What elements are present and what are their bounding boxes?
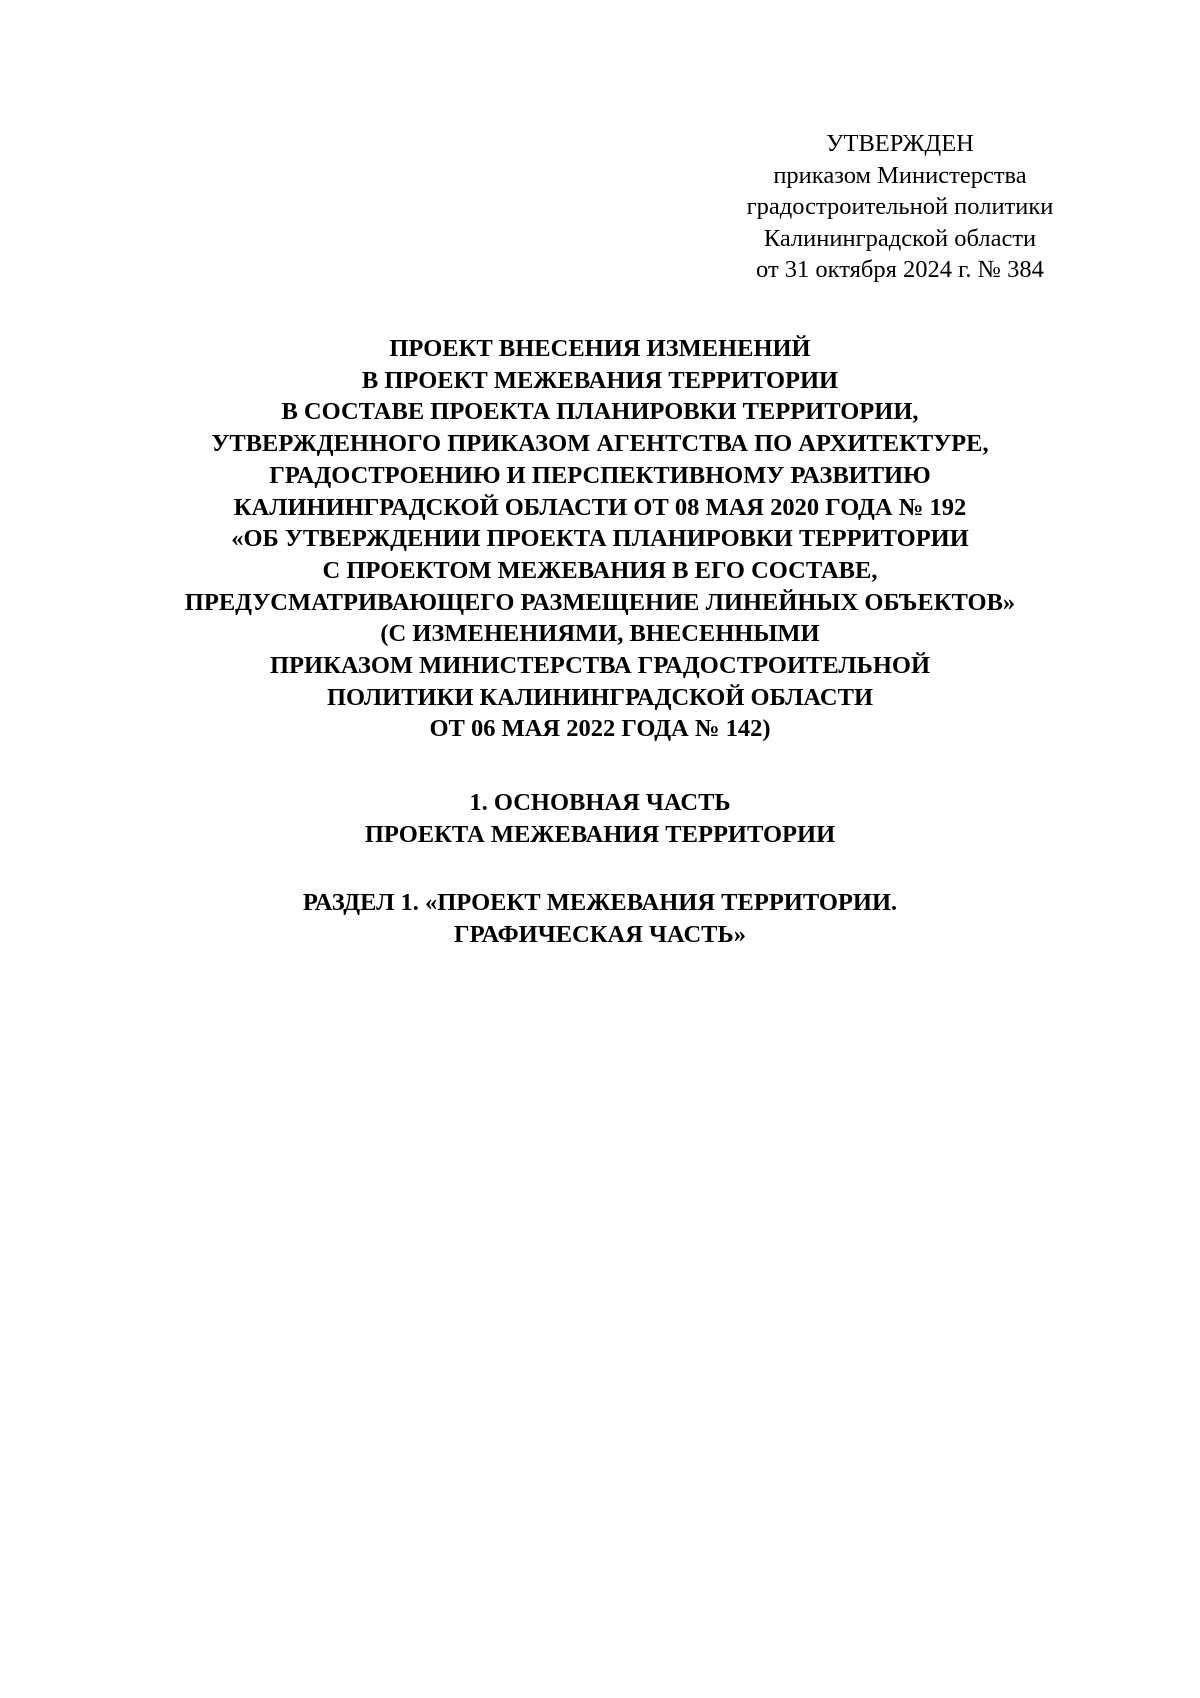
title-line: В ПРОЕКТ МЕЖЕВАНИЯ ТЕРРИТОРИИ	[361, 366, 839, 394]
approval-line: градостроительной политики	[746, 193, 1054, 220]
title-line: (С ИЗМЕНЕНИЯМИ, ВНЕСЕННЫМИ	[380, 620, 820, 648]
title-line: ПРИКАЗОМ МИНИСТЕРСТВА ГРАДОСТРОИТЕЛЬНОЙ	[269, 652, 931, 680]
approval-line: УТВЕРЖДЕН	[826, 130, 974, 157]
section-line: 1. ОСНОВНАЯ ЧАСТЬ	[469, 789, 731, 816]
approval-stamp	[720, 128, 1080, 286]
title-line: ПОЛИТИКИ КАЛИНИНГРАДСКОЙ ОБЛАСТИ	[326, 683, 873, 711]
approval-line: Калининградской области	[763, 224, 1037, 252]
section-heading	[100, 787, 1100, 850]
chapter-heading	[100, 887, 1100, 950]
approval-line: от 31 октября 2024 г. № 384	[756, 256, 1044, 283]
chapter-line: РАЗДЕЛ 1. «ПРОЕКТ МЕЖЕВАНИЯ ТЕРРИТОРИИ.	[302, 889, 898, 916]
document-title	[100, 333, 1100, 745]
title-line: ПРЕДУСМАТРИВАЮЩЕГО РАЗМЕЩЕНИЕ ЛИНЕЙНЫХ ОБЪЕКТОВ»	[184, 588, 1016, 616]
approval-line: приказом Министерства	[773, 161, 1027, 189]
title-line: ГРАДОСТРОЕНИЮ И ПЕРСПЕКТИВНОМУ РАЗВИТИЮ	[269, 461, 931, 489]
title-line: ОТ 06 МАЯ 2022 ГОДА № 142)	[429, 715, 771, 743]
section-line: ПРОЕКТА МЕЖЕВАНИЯ ТЕРРИТОРИИ	[364, 820, 836, 848]
title-line: С ПРОЕКТОМ МЕЖЕВАНИЯ В ЕГО СОСТАВЕ,	[322, 556, 878, 584]
title-line: КАЛИНИНГРАДСКОЙ ОБЛАСТИ ОТ 08 МАЯ 2020 ГОДА № 192	[233, 493, 967, 521]
chapter-line: ГРАФИЧЕСКАЯ ЧАСТЬ»	[454, 920, 746, 948]
title-line: «ОБ УТВЕРЖДЕНИИ ПРОЕКТА ПЛАНИРОВКИ ТЕРРИТОРИИ	[231, 525, 969, 553]
title-line: ПРОЕКТ ВНЕСЕНИЯ ИЗМЕНЕНИЙ	[389, 335, 811, 362]
title-line: УТВЕРЖДЕННОГО ПРИКАЗОМ АГЕНТСТВА ПО АРХИТЕКТУРЕ,	[211, 430, 989, 458]
title-line: В СОСТАВЕ ПРОЕКТА ПЛАНИРОВКИ ТЕРРИТОРИИ,	[281, 398, 919, 426]
